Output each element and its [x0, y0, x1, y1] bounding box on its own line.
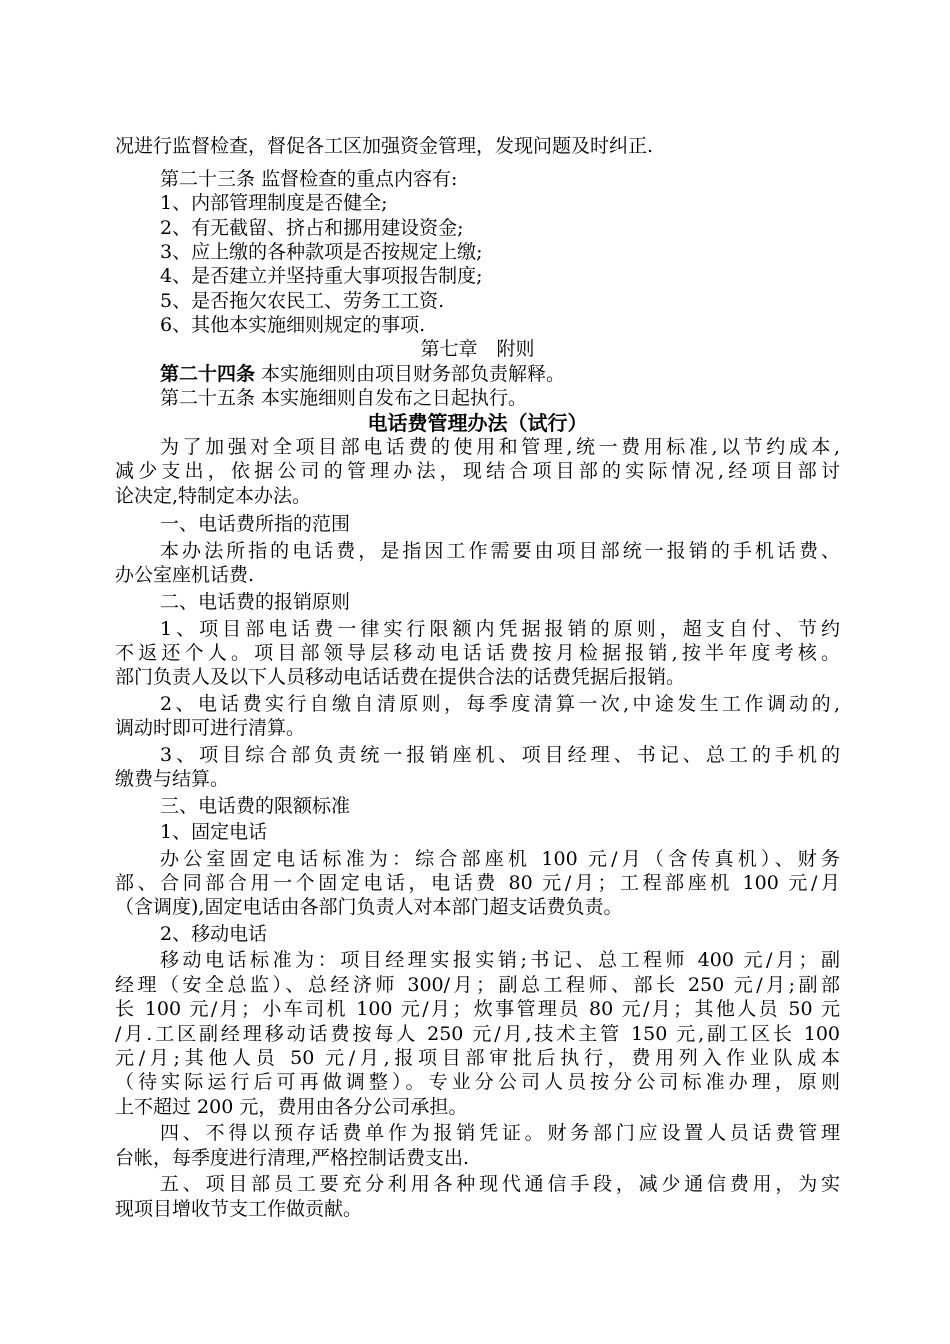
paragraph-line: 不返还个人。项目部领导层移动电话话费按月检据报销,按半年度考核。	[115, 642, 840, 664]
list-item: 3、应上缴的各种款项是否按规定上缴;	[160, 241, 483, 263]
chapter-heading: 第七章 附则	[420, 338, 535, 360]
paragraph-line: 部、合同部合用一个固定电话，电话费 80 元/月；工程部座机 100 元/月	[115, 872, 840, 894]
paragraph-line: 本办法所指的电话费，是指因工作需要由项目部统一报销的手机话费、	[160, 540, 840, 562]
paragraph-line: 论决定,特制定本办法。	[115, 485, 312, 507]
paragraph-line: 2、电话费实行自缴自清原则，每季度清算一次,中途发生工作调动的,	[160, 693, 840, 715]
subheading: 三、电话费的限额标准	[160, 795, 351, 817]
subheading: 2、移动电话	[160, 923, 268, 945]
subheading: 一、电话费所指的范围	[160, 513, 351, 535]
paragraph-line: 减少支出，依据公司的管理办法，现结合项目部的实际情况,经项目部讨	[115, 460, 840, 482]
paragraph-line: 长 100 元/月；小车司机 100 元/月；炊事管理员 80 元/月；其他人员 50 元	[115, 998, 840, 1020]
article-number: 第二十四条	[160, 363, 256, 385]
paragraph-line: 3、项目综合部负责统一报销座机、项目经理、书记、总工的手机的	[160, 744, 840, 766]
list-item: 2、有无截留、挤占和挪用建设资金;	[160, 217, 464, 239]
paragraph-line: 经理（安全总监）、总经济师 300/月；副总工程师、部长 250 元/月;副部	[115, 974, 840, 996]
article-23-heading: 第二十三条 监督检查的重点内容有:	[160, 168, 458, 190]
paragraph-line: 缴费与结算。	[115, 768, 230, 790]
list-item: 4、是否建立并坚持重大事项报告制度;	[160, 265, 483, 287]
paragraph-line: 上不超过 200 元，费用由各分公司承担。	[115, 1096, 468, 1118]
article-text: 本实施细则由项目财务部负责解释。	[255, 363, 566, 385]
paragraph-line: 办公室座机话费.	[115, 564, 255, 586]
paragraph-line: （待实际运行后可再做调整）。专业分公司人员按分公司标准办理，原则	[115, 1071, 840, 1093]
paragraph-line: 元/月;其他人员 50 元/月,报项目部审批后执行，费用列入作业队成本	[115, 1047, 840, 1069]
list-item: 6、其他本实施细则规定的事项.	[160, 314, 426, 336]
paragraph-line: 四、不得以预存话费单作为报销凭证。财务部门应设置人员话费管理	[160, 1122, 840, 1144]
paragraph-line: 为了加强对全项目部电话费的使用和管理,统一费用标准,以节约成本,	[160, 436, 840, 458]
paragraph-line: 移动电话标准为：项目经理实报实销;书记、总工程师 400 元/月；副	[160, 949, 840, 971]
paragraph-line: 现项目增收节支工作做贡献。	[115, 1198, 363, 1220]
paragraph-line: （含调度),固定电话由各部门负责人对本部门超支话费负责。	[115, 896, 623, 918]
paragraph-line: 部门负责人及以下人员移动电话话费在提供合法的话费凭据后报销。	[115, 666, 686, 688]
text-line: 况进行监督检查，督促各工区加强资金管理，发现问题及时纠正.	[115, 135, 654, 157]
section-title: 电话费管理办法（试行）	[367, 411, 588, 435]
paragraph-line: 办公室固定电话标准为：综合部座机 100 元/月（含传真机）、财务	[160, 848, 840, 870]
subheading: 1、固定电话	[160, 821, 268, 843]
list-item: 1、内部管理制度是否健全;	[160, 192, 388, 214]
paragraph-line: 1、项目部电话费一律实行限额内凭据报销的原则，超支自付、节约	[160, 618, 840, 640]
subheading: 二、电话费的报销原则	[160, 591, 351, 613]
list-item: 5、是否拖欠农民工、劳务工工资.	[160, 290, 445, 312]
article-24	[160, 362, 840, 386]
paragraph-line: 台帐，每季度进行清理,严格控制话费支出.	[115, 1147, 470, 1169]
paragraph-line: 五、项目部员工要充分利用各种现代通信手段，减少通信费用，为实	[160, 1173, 840, 1195]
paragraph-line: 调动时即可进行清算。	[115, 717, 306, 739]
article-25: 第二十五条 本实施细则自发布之日起执行。	[160, 387, 528, 409]
paragraph-line: /月.工区副经理移动话费按每人 250 元/月,技术主管 150 元,副工区长 100	[115, 1023, 840, 1045]
